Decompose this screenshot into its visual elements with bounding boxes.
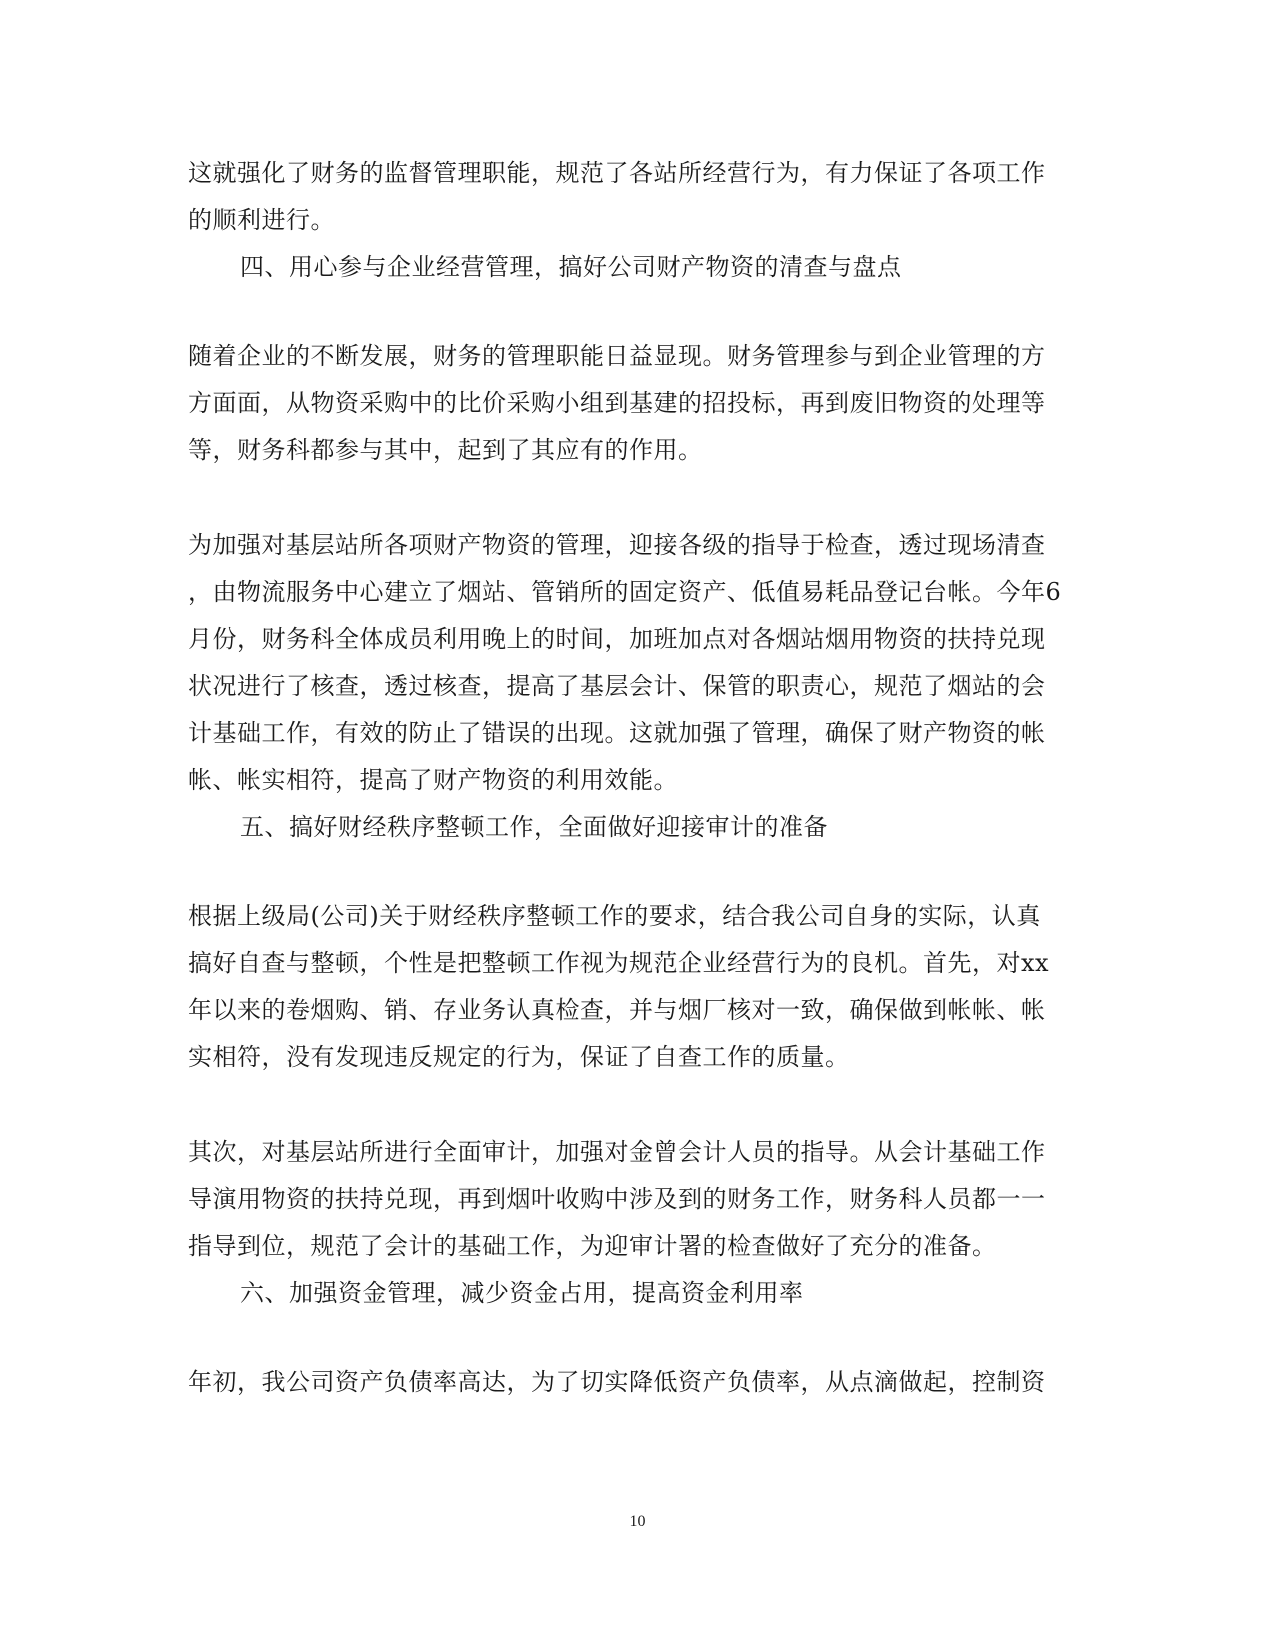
body-text-line: 年初，我公司资产负债率高达，为了切实降低资产负债率，从点滴做起，控制资 [188, 1368, 1046, 1396]
body-text-line: 实相符，没有发现违反规定的行为，保证了自查工作的质量。 [188, 1043, 850, 1071]
section-heading: 五、搞好财经秩序整顿工作，全面做好迎接审计的准备 [240, 813, 828, 841]
body-text-line: 年以来的卷烟购、销、存业务认真检查，并与烟厂核对一致，确保做到帐帐、帐 [188, 996, 1046, 1024]
body-text-line: 帐、帐实相符，提高了财产物资的利用效能。 [188, 766, 678, 794]
body-text-line: 等，财务科都参与其中，起到了其应有的作用。 [188, 436, 703, 464]
body-text-line: 指导到位，规范了会计的基础工作，为迎审计署的检查做好了充分的准备。 [188, 1232, 997, 1260]
body-text-line: 为加强对基层站所各项财产物资的管理，迎接各级的指导于检查，透过现场清查 [188, 531, 1046, 559]
page-number: 10 [629, 1513, 646, 1530]
body-text-line: ，由物流服务中心建立了烟站、管销所的固定资产、低值易耗品登记台帐。今年6 [188, 578, 1062, 606]
body-text-line: 随着企业的不断发展，财务的管理职能日益显现。财务管理参与到企业管理的方 [188, 342, 1046, 370]
body-text-line: 方面面，从物资采购中的比价采购小组到基建的招投标，再到废旧物资的处理等 [188, 389, 1046, 417]
body-text-line: 月份，财务科全体成员利用晚上的时间，加班加点对各烟站烟用物资的扶持兑现 [188, 625, 1046, 653]
body-text-line: 的顺利进行。 [188, 206, 335, 234]
body-text-line: 计基础工作，有效的防止了错误的出现。这就加强了管理，确保了财产物资的帐 [188, 719, 1046, 747]
body-text-line: 根据上级局(公司)关于财经秩序整顿工作的要求，结合我公司自身的实际，认真 [188, 902, 1041, 930]
body-text-line: 导演用物资的扶持兑现，再到烟叶收购中涉及到的财务工作，财务科人员都一一 [188, 1185, 1046, 1213]
body-text-line: 状况进行了核查，透过核查，提高了基层会计、保管的职责心，规范了烟站的会 [188, 672, 1046, 700]
body-text-line: 这就强化了财务的监督管理职能，规范了各站所经营行为，有力保证了各项工作 [188, 159, 1046, 187]
section-heading: 四、用心参与企业经营管理，搞好公司财产物资的清查与盘点 [240, 253, 902, 281]
section-heading: 六、加强资金管理，减少资金占用，提高资金利用率 [240, 1279, 804, 1307]
body-text-line: 其次，对基层站所进行全面审计，加强对金曾会计人员的指导。从会计基础工作 [188, 1138, 1046, 1166]
body-text-line: 搞好自查与整顿，个性是把整顿工作视为规范企业经营行为的良机。首先，对xx [188, 949, 1050, 977]
